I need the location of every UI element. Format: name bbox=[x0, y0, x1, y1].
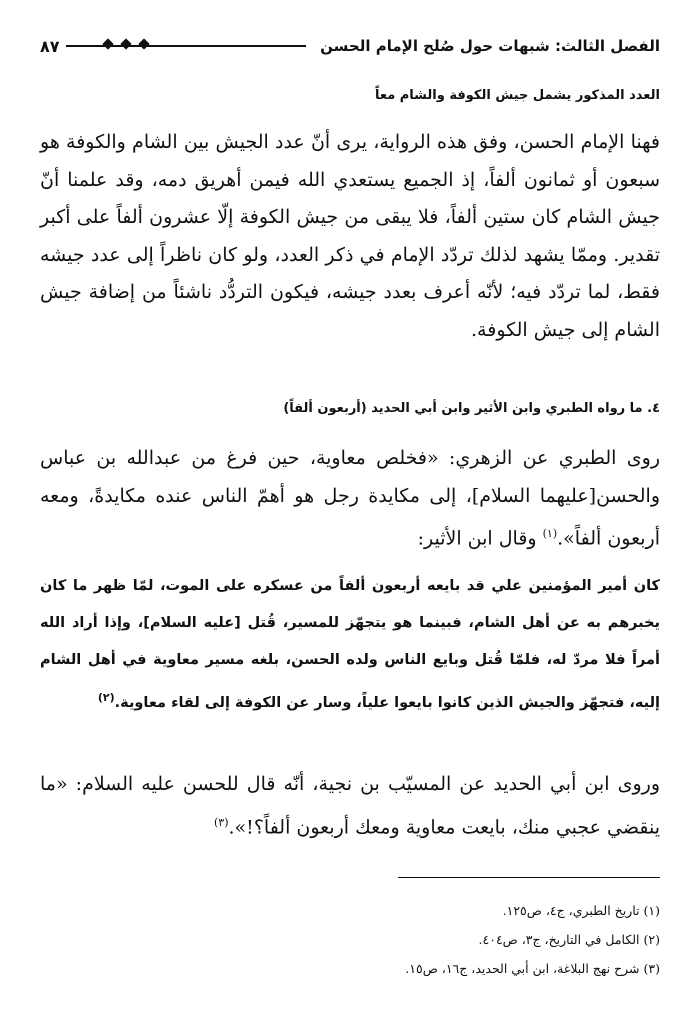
footnote-ref-1: (١) bbox=[542, 527, 558, 540]
paragraph-text: روى الطبري عن الزهري: «فخلص معاوية، حين فرغ من عبدالله بن عباس والحسن[عليهما السلام]، إلى مكايدة رجل هو أهمّ الناس عنده مكايدةً، ومعه أربعون ألفاً». bbox=[40, 447, 660, 550]
quote-text: كان أمير المؤمنين علي قد بايعه أربعون ألفاً من عسكره على الموت، لمّا ظهر ما كان يخبرهم به عن أهل الشام، فبينما هو يتجهّز للمسير، قُتل [عليه السلام]، وإذا أراد الله أمراً فلا مردّ له، فلمّا قُتل وبايع الناس ولده الحسن، بلغه مسير معاوية في أهل الشام إليه، فتجهّز والجيش الذين كانوا بايعوا علياً، وسار عن الكوفة إلى لقاء معاوية. bbox=[40, 578, 660, 711]
footnote-item: (٢) الكامل في التاريخ، ج٣، ص٤٠٤. bbox=[478, 932, 660, 947]
paragraph-text-tail: وقال ابن الأثير: bbox=[417, 527, 543, 550]
body-paragraph-tabari bbox=[40, 440, 660, 558]
body-paragraph: فهنا الإمام الحسن، وفق هذه الرواية، يرى أنّ عدد الجيش بين الشام والكوفة هو سبعون أو ثمانون ألفاً، إذ الجميع يستعدي الله فيمن أهريق دمه، وقد علمنا أنّ جيش الشام كان ستين ألفاً، فلا يبقى من جيش الكوفة إلّا عشرون ألفاً على أكبر تقدير. وممّا يشهد لذلك تردّد الإمام في ذكر العدد، ولو كان ناظراً إلى عدد جيشه فقط، لما تردّد فيه؛ لأنّه أعرف بعدد جيشه، فيكون التردُّد ناشئاً من إضافة جيش الشام إلى جيش الكوفة. bbox=[40, 131, 660, 341]
footnote-item: (١) تاريخ الطبري، ج٤، ص١٢٥. bbox=[502, 903, 660, 918]
page-number: ٨٧ bbox=[40, 36, 60, 56]
header-ornament-rule bbox=[66, 45, 307, 47]
footnote-ref-3: (٣) bbox=[214, 815, 229, 829]
section-subheading: العدد المذكور يشمل جيش الكوفة والشام معاً bbox=[374, 88, 660, 103]
body-paragraph-ibn-abi-al-hadid bbox=[40, 766, 660, 846]
block-quote bbox=[40, 568, 660, 722]
footnote-divider bbox=[398, 877, 660, 878]
section-heading-4: ٤. ما رواه الطبري وابن الأثير وابن أبي الحديد (أربعون ألفاً) bbox=[283, 401, 660, 416]
diamond-ornament-icon bbox=[104, 40, 148, 48]
chapter-title: الفصل الثالث: شبهات حول صُلح الإمام الحسن bbox=[320, 37, 660, 55]
footnote-item: (٣) شرح نهج البلاغة، ابن أبي الحديد، ج١٦، ص١٥. bbox=[405, 961, 660, 976]
running-header bbox=[40, 34, 660, 58]
footnotes-list bbox=[40, 896, 660, 983]
footnote-ref-2: (٢) bbox=[97, 691, 115, 704]
paragraph-text: وروى ابن أبي الحديد عن المسيّب بن نجية، أنّه قال للحسن عليه السلام: «ما ينقضي عجبي منك، بايعت معاوية ومعك أربعون ألفاً؟!». bbox=[40, 773, 660, 838]
